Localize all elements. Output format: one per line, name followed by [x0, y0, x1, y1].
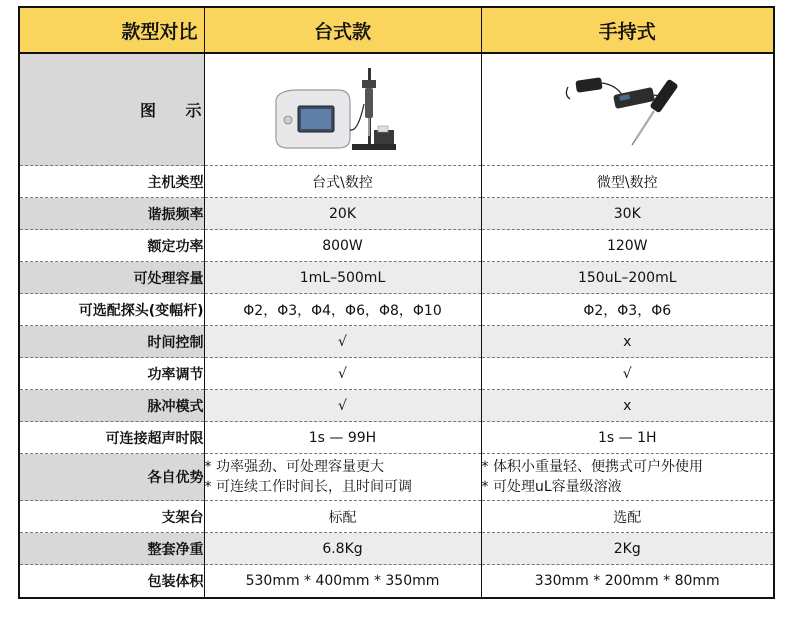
spec-label: 谐振频率	[19, 198, 204, 230]
header-title: 款型对比	[19, 7, 204, 53]
comparison-table-wrapper	[18, 6, 773, 599]
benchtop-value: √	[204, 358, 481, 390]
handheld-advantages	[481, 454, 774, 501]
handheld-value: 选配	[481, 501, 774, 533]
benchtop-value: 800W	[204, 230, 481, 262]
handheld-value: 120W	[481, 230, 774, 262]
spec-label: 整套净重	[19, 533, 204, 565]
spec-row	[19, 326, 774, 358]
benchtop-advantages	[204, 454, 481, 501]
spec-label: 可处理容量	[19, 262, 204, 294]
benchtop-value: Φ2，Φ3，Φ4，Φ6，Φ8，Φ10	[204, 294, 481, 326]
handheld-value: 微型\数控	[481, 166, 774, 198]
header-handheld: 手持式	[481, 7, 774, 53]
spec-row	[19, 262, 774, 294]
handheld-homogenizer-image	[562, 65, 692, 155]
benchtop-advantage-line: * 功率强劲、可处理容量更大	[204, 459, 384, 475]
spec-label: 额定功率	[19, 230, 204, 262]
benchtop-value: 6.8Kg	[204, 533, 481, 565]
spec-label: 可连接超声时限	[19, 422, 204, 454]
handheld-value: 1s — 1H	[481, 422, 774, 454]
handheld-value: 150uL–200mL	[481, 262, 774, 294]
benchtop-value: 标配	[204, 501, 481, 533]
spec-row	[19, 390, 774, 422]
benchtop-value: 530mm * 400mm * 350mm	[204, 565, 481, 599]
image-label-a: 图	[140, 101, 159, 120]
handheld-advantage-line: * 可处理uL容量级溶液	[481, 479, 622, 495]
handheld-value: Φ2，Φ3，Φ6	[481, 294, 774, 326]
spec-row	[19, 501, 774, 533]
handheld-value: 2Kg	[481, 533, 774, 565]
spec-label: 包装体积	[19, 565, 204, 599]
spec-label: 可选配探头(变幅杆)	[19, 294, 204, 326]
benchtop-value: √	[204, 390, 481, 422]
spec-row	[19, 533, 774, 565]
spec-row	[19, 358, 774, 390]
advantages-label: 各自优势	[19, 454, 204, 501]
handheld-value: x	[481, 326, 774, 358]
handheld-value: x	[481, 390, 774, 422]
comparison-table	[18, 6, 775, 599]
spec-row	[19, 230, 774, 262]
handheld-value: 330mm * 200mm * 80mm	[481, 565, 774, 599]
spec-label: 时间控制	[19, 326, 204, 358]
spec-row	[19, 166, 774, 198]
benchtop-advantage-line: * 可连续工作时间长，且时间可调	[204, 479, 412, 495]
benchtop-image-cell	[204, 53, 481, 166]
image-label-b: 示	[185, 101, 204, 120]
benchtop-value: 20K	[204, 198, 481, 230]
benchtop-value: √	[204, 326, 481, 358]
spec-row	[19, 422, 774, 454]
benchtop-value: 1s — 99H	[204, 422, 481, 454]
benchtop-value: 1mL–500mL	[204, 262, 481, 294]
spec-label: 主机类型	[19, 166, 204, 198]
image-row	[19, 53, 774, 166]
benchtop-value: 台式\数控	[204, 166, 481, 198]
advantages-row	[19, 454, 774, 501]
handheld-value: √	[481, 358, 774, 390]
image-row-label	[19, 53, 204, 166]
spec-row	[19, 294, 774, 326]
spec-label: 脉冲模式	[19, 390, 204, 422]
spec-label: 支架台	[19, 501, 204, 533]
header-benchtop: 台式款	[204, 7, 481, 53]
spec-label: 功率调节	[19, 358, 204, 390]
spec-row	[19, 198, 774, 230]
header-row	[19, 7, 774, 53]
handheld-advantage-line: * 体积小重量轻、便携式可户外使用	[481, 459, 703, 475]
benchtop-homogenizer-image	[268, 60, 418, 160]
handheld-value: 30K	[481, 198, 774, 230]
handheld-image-cell	[481, 53, 774, 166]
spec-row	[19, 565, 774, 599]
